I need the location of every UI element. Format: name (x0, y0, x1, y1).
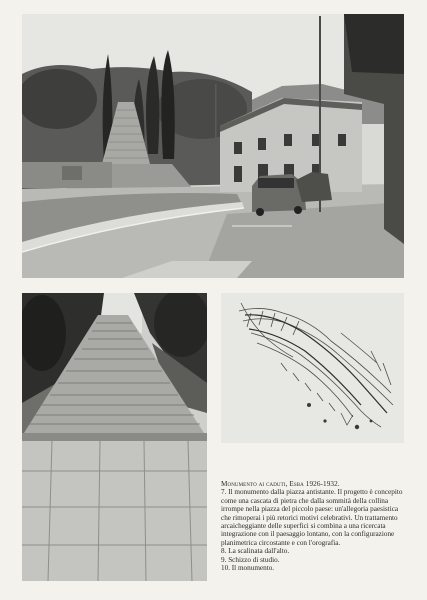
photo-study-sketch-image (221, 293, 404, 443)
photo-monument-from-square (22, 14, 404, 278)
caption-item-7: 7. Il monumento dalla piazza antistante. Il progetto è concepito come una cascata di pietra che dalla sommità della collina irrompe nella piazza del piccolo paese: un'allegoria paesistica che rimoperai i più retorici motivi celebrativi. Un trattamento arcaicheggiante delle superfici si combina a una ricercata integrazione con il paesaggio lontano, con la configurazione planimetrica circostante e con l'orografia. (221, 488, 403, 547)
photo-monument-from-square-image (22, 14, 404, 278)
caption-item-8: 8. La scalinata dall'alto. (221, 547, 290, 556)
photo-staircase-from-above-image (22, 293, 207, 581)
caption-title (221, 480, 407, 488)
caption-block (221, 480, 407, 572)
photo-study-sketch (221, 293, 404, 443)
caption-item-10: 10. Il monumento. (221, 564, 275, 573)
photo-staircase-from-above (22, 293, 207, 581)
caption-title-text: Monumento ai caduti, Esba 1926-1932. (221, 480, 340, 488)
caption-item-9: 9. Schizzo di studio. (221, 555, 280, 564)
